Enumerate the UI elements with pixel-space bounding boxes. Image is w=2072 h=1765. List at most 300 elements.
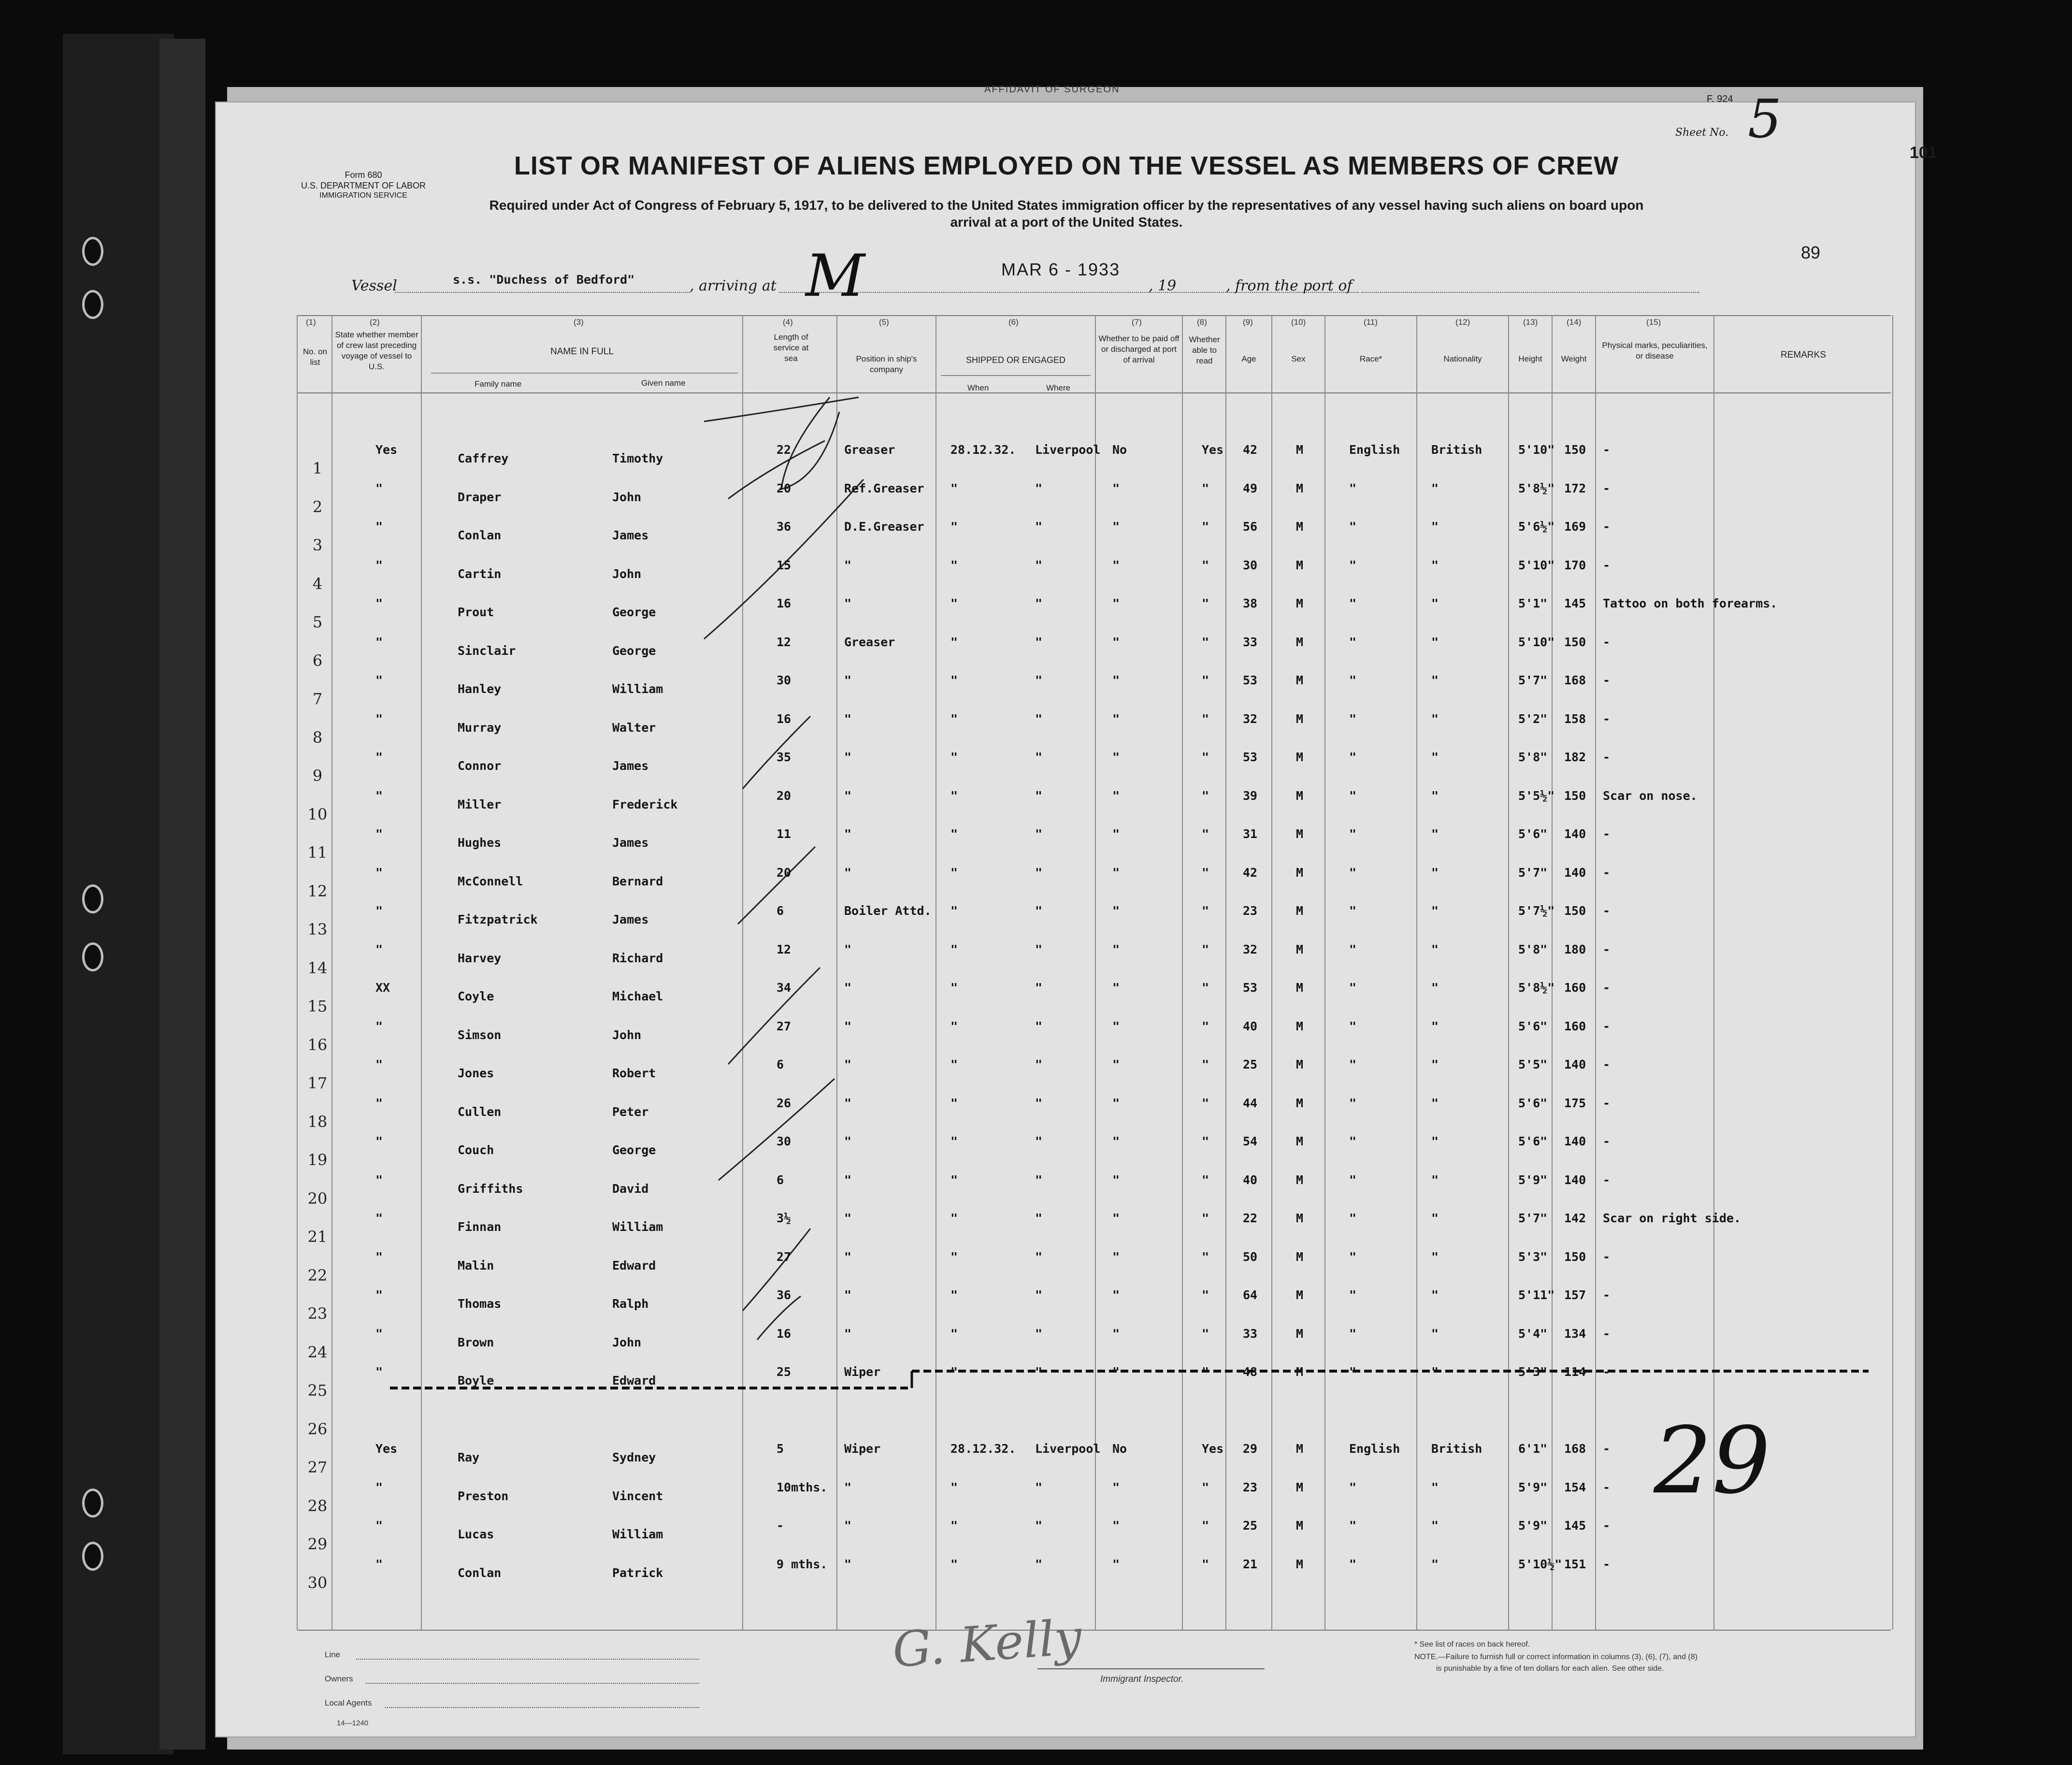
cell-weight: 180 bbox=[1564, 942, 1586, 956]
cell-len: 22 bbox=[777, 443, 791, 457]
cell-when: " bbox=[950, 750, 958, 764]
cell-read: " bbox=[1202, 1480, 1209, 1494]
cell-pos: " bbox=[844, 1480, 852, 1494]
row-number: 9 bbox=[312, 767, 323, 785]
cell-family: Coyle bbox=[458, 989, 494, 1003]
cell-nat: " bbox=[1431, 1480, 1439, 1494]
cell-len: 6 bbox=[777, 1173, 784, 1187]
col-header-given: Given name bbox=[641, 378, 686, 388]
col-header-position: Position in ship's company bbox=[856, 354, 917, 374]
col-header-paid-off: Whether to be paid off or discharged at port of arrival bbox=[1098, 334, 1180, 364]
cell-marks: - bbox=[1603, 1480, 1611, 1494]
cell-given: George bbox=[612, 605, 656, 619]
cell-race: " bbox=[1349, 1557, 1357, 1571]
col-header-prev-voyage: State whether member of crew last preceding voyage of vessel to U.S. bbox=[335, 330, 418, 371]
cell-where: " bbox=[1035, 1327, 1043, 1341]
cell-race: " bbox=[1349, 1173, 1357, 1187]
cell-nat: " bbox=[1431, 1365, 1439, 1379]
cell-where: Liverpool bbox=[1035, 1442, 1101, 1456]
cell-age: 42 bbox=[1243, 443, 1258, 457]
row-number: 1 bbox=[312, 459, 323, 477]
cell-height: 5'4" bbox=[1518, 1327, 1548, 1341]
cell-paid: " bbox=[1112, 827, 1120, 841]
cell-read: " bbox=[1202, 673, 1209, 687]
cell-marks: - bbox=[1603, 981, 1611, 995]
col-header-length: Length of service at sea bbox=[773, 333, 809, 363]
cell-weight: 114 bbox=[1564, 1365, 1586, 1379]
cell-nat: " bbox=[1431, 827, 1439, 841]
cell-paid: " bbox=[1112, 1288, 1120, 1302]
cell-sex: M bbox=[1296, 520, 1304, 534]
cell-race: " bbox=[1349, 712, 1357, 726]
col-header-weight: Weight bbox=[1561, 354, 1587, 363]
cell-len: 35 bbox=[777, 750, 791, 764]
row-number: 26 bbox=[307, 1420, 328, 1438]
cell-height: 5'6" bbox=[1518, 1134, 1548, 1148]
cell-family: McConnell bbox=[458, 874, 523, 888]
cell-marks: - bbox=[1603, 750, 1611, 764]
cell-pos: " bbox=[844, 1096, 852, 1110]
cell-nat: " bbox=[1431, 1250, 1439, 1264]
cell-nat: " bbox=[1431, 1057, 1439, 1071]
cell-sex: M bbox=[1296, 866, 1304, 880]
cell-family: Hanley bbox=[458, 682, 502, 696]
cell-when: " bbox=[950, 1365, 958, 1379]
cell-sex: M bbox=[1296, 904, 1304, 918]
cell-pos: Wiper bbox=[844, 1442, 881, 1456]
cell-age: 22 bbox=[1243, 1211, 1258, 1225]
cell-marks: - bbox=[1603, 635, 1611, 649]
cell-family: Draper bbox=[458, 490, 502, 504]
cell-weight: 140 bbox=[1564, 1134, 1586, 1148]
cell-weight: 175 bbox=[1564, 1096, 1586, 1110]
cell-race: " bbox=[1349, 981, 1357, 995]
cell-len: 12 bbox=[777, 635, 791, 649]
cell-paid: " bbox=[1112, 712, 1120, 726]
cell-where: " bbox=[1035, 635, 1043, 649]
cell-height: 5'7½" bbox=[1518, 904, 1555, 918]
inspector-label: Immigrant Inspector. bbox=[1100, 1674, 1184, 1684]
col-header-age: Age bbox=[1241, 354, 1256, 363]
cell-read: " bbox=[1202, 596, 1209, 610]
cell-len: 36 bbox=[777, 520, 791, 534]
cell-age: 32 bbox=[1243, 712, 1258, 726]
cell-pos: " bbox=[844, 596, 852, 610]
binder-hole bbox=[82, 1489, 103, 1518]
cell-sex: M bbox=[1296, 1557, 1304, 1571]
department: U.S. DEPARTMENT OF LABOR bbox=[301, 181, 426, 190]
col-header-family: Family name bbox=[475, 379, 522, 389]
cell-prev: " bbox=[375, 712, 383, 726]
cell-pos: D.E.Greaser bbox=[844, 520, 924, 534]
col-header-sex: Sex bbox=[1291, 354, 1306, 363]
colnum: (11) bbox=[1364, 318, 1378, 327]
cell-marks: - bbox=[1603, 1173, 1611, 1187]
cell-pos: " bbox=[844, 981, 852, 995]
cell-read: " bbox=[1202, 904, 1209, 918]
cell-race: " bbox=[1349, 1134, 1357, 1148]
cell-len: - bbox=[777, 1519, 784, 1533]
arriving-label: , arriving at bbox=[690, 277, 777, 294]
cell-family: Simson bbox=[458, 1028, 502, 1042]
cell-when: 28.12.32. bbox=[950, 443, 1016, 457]
cell-pos: Boiler Attd. bbox=[844, 904, 932, 918]
cell-prev: " bbox=[375, 520, 383, 534]
corner-number: 89 bbox=[1801, 243, 1821, 262]
cell-len: 30 bbox=[777, 673, 791, 687]
cell-family: Conlan bbox=[458, 1566, 502, 1580]
cell-prev: " bbox=[375, 1557, 383, 1571]
cell-marks: - bbox=[1603, 866, 1611, 880]
cell-family: Cullen bbox=[458, 1105, 502, 1119]
footer-agents-label: Local Agents bbox=[325, 1698, 372, 1707]
cell-weight: 169 bbox=[1564, 520, 1586, 534]
cell-age: 56 bbox=[1243, 520, 1258, 534]
cell-family: Murray bbox=[458, 721, 502, 735]
cell-when: " bbox=[950, 1519, 958, 1533]
cell-marks: - bbox=[1603, 1288, 1611, 1302]
cell-paid: " bbox=[1112, 750, 1120, 764]
cell-when: " bbox=[950, 942, 958, 956]
cell-len: 11 bbox=[777, 827, 791, 841]
cell-when: " bbox=[950, 1480, 958, 1494]
cell-when: " bbox=[950, 1557, 958, 1571]
cell-nat: " bbox=[1431, 942, 1439, 956]
cell-weight: 158 bbox=[1564, 712, 1586, 726]
cell-weight: 140 bbox=[1564, 866, 1586, 880]
cell-given: Richard bbox=[612, 951, 663, 965]
cell-race: " bbox=[1349, 904, 1357, 918]
cell-weight: 145 bbox=[1564, 1519, 1586, 1533]
row-number: 27 bbox=[307, 1458, 328, 1476]
cell-race: English bbox=[1349, 1442, 1400, 1456]
cell-read: " bbox=[1202, 1365, 1209, 1379]
col-header-when: When bbox=[967, 383, 989, 392]
cell-paid: " bbox=[1112, 1250, 1120, 1264]
cell-sex: M bbox=[1296, 942, 1304, 956]
cell-sex: M bbox=[1296, 481, 1304, 495]
cell-paid: " bbox=[1112, 596, 1120, 610]
col-header-where: Where bbox=[1046, 383, 1071, 392]
cell-race: " bbox=[1349, 942, 1357, 956]
cell-family: Boyle bbox=[458, 1374, 494, 1388]
cell-weight: 150 bbox=[1564, 1250, 1586, 1264]
cell-nat: " bbox=[1431, 1019, 1439, 1033]
page-stamp: 101 bbox=[1910, 144, 1937, 162]
cell-race: " bbox=[1349, 866, 1357, 880]
cell-where: " bbox=[1035, 750, 1043, 764]
cell-weight: 172 bbox=[1564, 481, 1586, 495]
cell-read: " bbox=[1202, 712, 1209, 726]
cell-marks: - bbox=[1603, 1519, 1611, 1533]
cell-sex: M bbox=[1296, 750, 1304, 764]
cell-len: 6 bbox=[777, 904, 784, 918]
cell-family: Miller bbox=[458, 797, 502, 811]
cell-where: " bbox=[1035, 596, 1043, 610]
cell-height: 5'5" bbox=[1518, 1057, 1548, 1071]
cell-age: 42 bbox=[1243, 866, 1258, 880]
cell-nat: " bbox=[1431, 520, 1439, 534]
cell-given: William bbox=[612, 682, 663, 696]
footer-code: 14—1240 bbox=[337, 1719, 369, 1727]
inspector-signature: G. Kelly bbox=[891, 1608, 1084, 1678]
cell-family: Connor bbox=[458, 759, 502, 773]
cell-len: 16 bbox=[777, 712, 791, 726]
footer-line-label: Line bbox=[325, 1650, 341, 1659]
cell-weight: 134 bbox=[1564, 1327, 1586, 1341]
cell-sex: M bbox=[1296, 673, 1304, 687]
cell-height: 5'6" bbox=[1518, 1096, 1548, 1110]
cell-given: Robert bbox=[612, 1066, 656, 1080]
row-number: 16 bbox=[307, 1036, 328, 1054]
cell-race: " bbox=[1349, 558, 1357, 572]
cell-when: " bbox=[950, 866, 958, 880]
cell-race: " bbox=[1349, 481, 1357, 495]
cell-when: " bbox=[950, 1327, 958, 1341]
cell-family: Thomas bbox=[458, 1297, 502, 1311]
cell-read: " bbox=[1202, 1519, 1209, 1533]
cell-sex: M bbox=[1296, 558, 1304, 572]
cell-given: Edward bbox=[612, 1374, 656, 1388]
cell-where: " bbox=[1035, 481, 1043, 495]
cell-where: " bbox=[1035, 904, 1043, 918]
row-number: 17 bbox=[307, 1074, 328, 1092]
row-number: 23 bbox=[307, 1304, 328, 1323]
cell-prev: " bbox=[375, 1211, 383, 1225]
cell-when: " bbox=[950, 596, 958, 610]
cell-nat: " bbox=[1431, 1096, 1439, 1110]
colnum: (3) bbox=[574, 318, 584, 327]
cell-marks: - bbox=[1603, 481, 1611, 495]
cell-len: 20 bbox=[777, 789, 791, 803]
cell-height: 5'10½" bbox=[1518, 1557, 1562, 1571]
cell-height: 5'9" bbox=[1518, 1519, 1548, 1533]
cell-weight: 151 bbox=[1564, 1557, 1586, 1571]
cell-prev: XX bbox=[375, 981, 390, 995]
cell-age: 23 bbox=[1243, 1480, 1258, 1494]
cell-len: 20 bbox=[777, 866, 791, 880]
cell-pos: " bbox=[844, 1019, 852, 1033]
cell-read: " bbox=[1202, 866, 1209, 880]
cell-paid: " bbox=[1112, 1057, 1120, 1071]
cell-height: 5'3" bbox=[1518, 1365, 1548, 1379]
cell-sex: M bbox=[1296, 1096, 1304, 1110]
cell-height: 5'8" bbox=[1518, 942, 1548, 956]
cell-age: 23 bbox=[1243, 904, 1258, 918]
cell-when: " bbox=[950, 1173, 958, 1187]
cell-len: 36 bbox=[777, 1288, 791, 1302]
cell-given: Frederick bbox=[612, 797, 678, 811]
cell-read: " bbox=[1202, 1173, 1209, 1187]
row-number: 18 bbox=[307, 1113, 328, 1131]
footer-note2: NOTE.—Failure to furnish full or correct information in columns (3), (6), (7), and (8) bbox=[1414, 1653, 1698, 1661]
cell-paid: No bbox=[1112, 443, 1127, 457]
cell-sex: M bbox=[1296, 1288, 1304, 1302]
cell-given: William bbox=[612, 1220, 663, 1234]
cell-prev: " bbox=[375, 904, 383, 918]
cell-given: Vincent bbox=[612, 1489, 663, 1503]
cell-weight: 168 bbox=[1564, 673, 1586, 687]
cell-given: Michael bbox=[612, 989, 663, 1003]
cell-where: " bbox=[1035, 558, 1043, 572]
cell-sex: M bbox=[1296, 1134, 1304, 1148]
cell-height: 5'2" bbox=[1518, 712, 1548, 726]
cell-weight: 170 bbox=[1564, 558, 1586, 572]
cell-family: Caffrey bbox=[458, 451, 509, 465]
cell-where: " bbox=[1035, 1173, 1043, 1187]
footer-note1: * See list of races on back hereof. bbox=[1414, 1640, 1530, 1649]
cell-paid: " bbox=[1112, 520, 1120, 534]
cell-pos: " bbox=[844, 558, 852, 572]
cell-paid: " bbox=[1112, 1134, 1120, 1148]
cell-where: " bbox=[1035, 789, 1043, 803]
cell-sex: M bbox=[1296, 635, 1304, 649]
cell-weight: 157 bbox=[1564, 1288, 1586, 1302]
cell-given: Bernard bbox=[612, 874, 663, 888]
cell-height: 5'9" bbox=[1518, 1480, 1548, 1494]
row-number: 10 bbox=[307, 805, 328, 824]
cell-prev: " bbox=[375, 596, 383, 610]
cell-race: " bbox=[1349, 596, 1357, 610]
cell-given: William bbox=[612, 1527, 663, 1541]
binder-hole bbox=[82, 884, 103, 913]
cell-where: " bbox=[1035, 520, 1043, 534]
cell-marks: - bbox=[1603, 942, 1611, 956]
cell-given: Timothy bbox=[612, 451, 663, 465]
cell-weight: 150 bbox=[1564, 904, 1586, 918]
cell-sex: M bbox=[1296, 1019, 1304, 1033]
cell-pos: " bbox=[844, 1057, 852, 1071]
row-number: 2 bbox=[312, 498, 323, 516]
cell-given: James bbox=[612, 912, 649, 926]
cell-sex: M bbox=[1296, 1173, 1304, 1187]
cell-height: 5'6" bbox=[1518, 1019, 1548, 1033]
cell-marks: Scar on right side. bbox=[1603, 1211, 1741, 1225]
cell-marks: - bbox=[1603, 712, 1611, 726]
cell-race: " bbox=[1349, 827, 1357, 841]
cell-marks: - bbox=[1603, 1365, 1611, 1379]
cell-prev: " bbox=[375, 635, 383, 649]
cell-race: English bbox=[1349, 443, 1400, 457]
cell-race: " bbox=[1349, 635, 1357, 649]
cell-height: 5'10" bbox=[1518, 443, 1555, 457]
cell-paid: " bbox=[1112, 673, 1120, 687]
cell-pos: Wiper bbox=[844, 1365, 881, 1379]
cell-race: " bbox=[1349, 1365, 1357, 1379]
cell-family: Griffiths bbox=[458, 1182, 523, 1196]
cell-marks: - bbox=[1603, 673, 1611, 687]
cell-when: " bbox=[950, 1057, 958, 1071]
cell-sex: M bbox=[1296, 1250, 1304, 1264]
cell-weight: 150 bbox=[1564, 635, 1586, 649]
cell-read: " bbox=[1202, 1057, 1209, 1071]
cell-age: 64 bbox=[1243, 1288, 1258, 1302]
cell-given: Ralph bbox=[612, 1297, 649, 1311]
cell-nat: " bbox=[1431, 1288, 1439, 1302]
cell-family: Fitzpatrick bbox=[458, 912, 538, 926]
cell-race: " bbox=[1349, 520, 1357, 534]
cell-nat: " bbox=[1431, 904, 1439, 918]
cell-age: 53 bbox=[1243, 750, 1258, 764]
cell-family: Finnan bbox=[458, 1220, 502, 1234]
cell-where: " bbox=[1035, 827, 1043, 841]
cell-where: " bbox=[1035, 1134, 1043, 1148]
cell-age: 50 bbox=[1243, 1250, 1258, 1264]
cell-age: 44 bbox=[1243, 1096, 1258, 1110]
cell-len: 30 bbox=[777, 1134, 791, 1148]
cell-nat: " bbox=[1431, 558, 1439, 572]
cell-height: 5'6½" bbox=[1518, 520, 1555, 534]
cell-nat: " bbox=[1431, 1327, 1439, 1341]
manifest-page bbox=[215, 84, 1937, 1737]
cell-race: " bbox=[1349, 673, 1357, 687]
cell-prev: Yes bbox=[375, 1442, 398, 1456]
cell-read: " bbox=[1202, 1250, 1209, 1264]
vessel-name: s.s. "Duchess of Bedford" bbox=[453, 273, 635, 287]
cell-prev: " bbox=[375, 1365, 383, 1379]
row-number: 14 bbox=[307, 959, 328, 977]
cell-given: Peter bbox=[612, 1105, 649, 1119]
cell-age: 48 bbox=[1243, 1365, 1258, 1379]
cell-where: " bbox=[1035, 1019, 1043, 1033]
cell-race: " bbox=[1349, 1480, 1357, 1494]
cell-len: 6 bbox=[777, 1057, 784, 1071]
cell-pos: " bbox=[844, 1327, 852, 1341]
cell-marks: Scar on nose. bbox=[1603, 789, 1698, 803]
col-header-marks: Physical marks, peculiarities, or disease bbox=[1602, 341, 1708, 361]
binder-edge bbox=[63, 34, 174, 1754]
cell-paid: " bbox=[1112, 1211, 1120, 1225]
cell-paid: " bbox=[1112, 981, 1120, 995]
cell-age: 29 bbox=[1243, 1442, 1258, 1456]
col-header-no: No. on list bbox=[302, 347, 328, 367]
colnum: (5) bbox=[879, 318, 889, 327]
cell-family: Ray bbox=[458, 1450, 480, 1464]
row-number: 24 bbox=[307, 1343, 328, 1361]
cell-len: 16 bbox=[777, 596, 791, 610]
cell-when: " bbox=[950, 1211, 958, 1225]
cell-nat: " bbox=[1431, 981, 1439, 995]
cell-read: " bbox=[1202, 942, 1209, 956]
row-number: 19 bbox=[307, 1151, 328, 1169]
cell-age: 38 bbox=[1243, 596, 1258, 610]
binder-strip bbox=[159, 39, 205, 1750]
cell-given: John bbox=[612, 1028, 642, 1042]
cell-race: " bbox=[1349, 1519, 1357, 1533]
cell-paid: No bbox=[1112, 1442, 1127, 1456]
cell-age: 33 bbox=[1243, 1327, 1258, 1341]
cell-sex: M bbox=[1296, 1211, 1304, 1225]
colnum: (9) bbox=[1243, 318, 1253, 327]
cell-where: " bbox=[1035, 1288, 1043, 1302]
cell-read: " bbox=[1202, 1134, 1209, 1148]
col-header-read: Whether able to read bbox=[1189, 335, 1220, 365]
cell-weight: 142 bbox=[1564, 1211, 1586, 1225]
cell-height: 5'10" bbox=[1518, 635, 1555, 649]
cell-len: 20 bbox=[777, 481, 791, 495]
cell-pos: Greaser bbox=[844, 443, 895, 457]
cell-paid: " bbox=[1112, 635, 1120, 649]
cell-height: 5'8" bbox=[1518, 750, 1548, 764]
cell-when: " bbox=[950, 1250, 958, 1264]
cell-prev: " bbox=[375, 750, 383, 764]
cell-sex: M bbox=[1296, 1365, 1304, 1379]
cell-age: 25 bbox=[1243, 1519, 1258, 1533]
cell-len: 27 bbox=[777, 1019, 791, 1033]
subtitle-line2: arrival at a port of the United States. bbox=[950, 215, 1183, 230]
binder-hole bbox=[82, 290, 103, 319]
cell-where: " bbox=[1035, 1250, 1043, 1264]
